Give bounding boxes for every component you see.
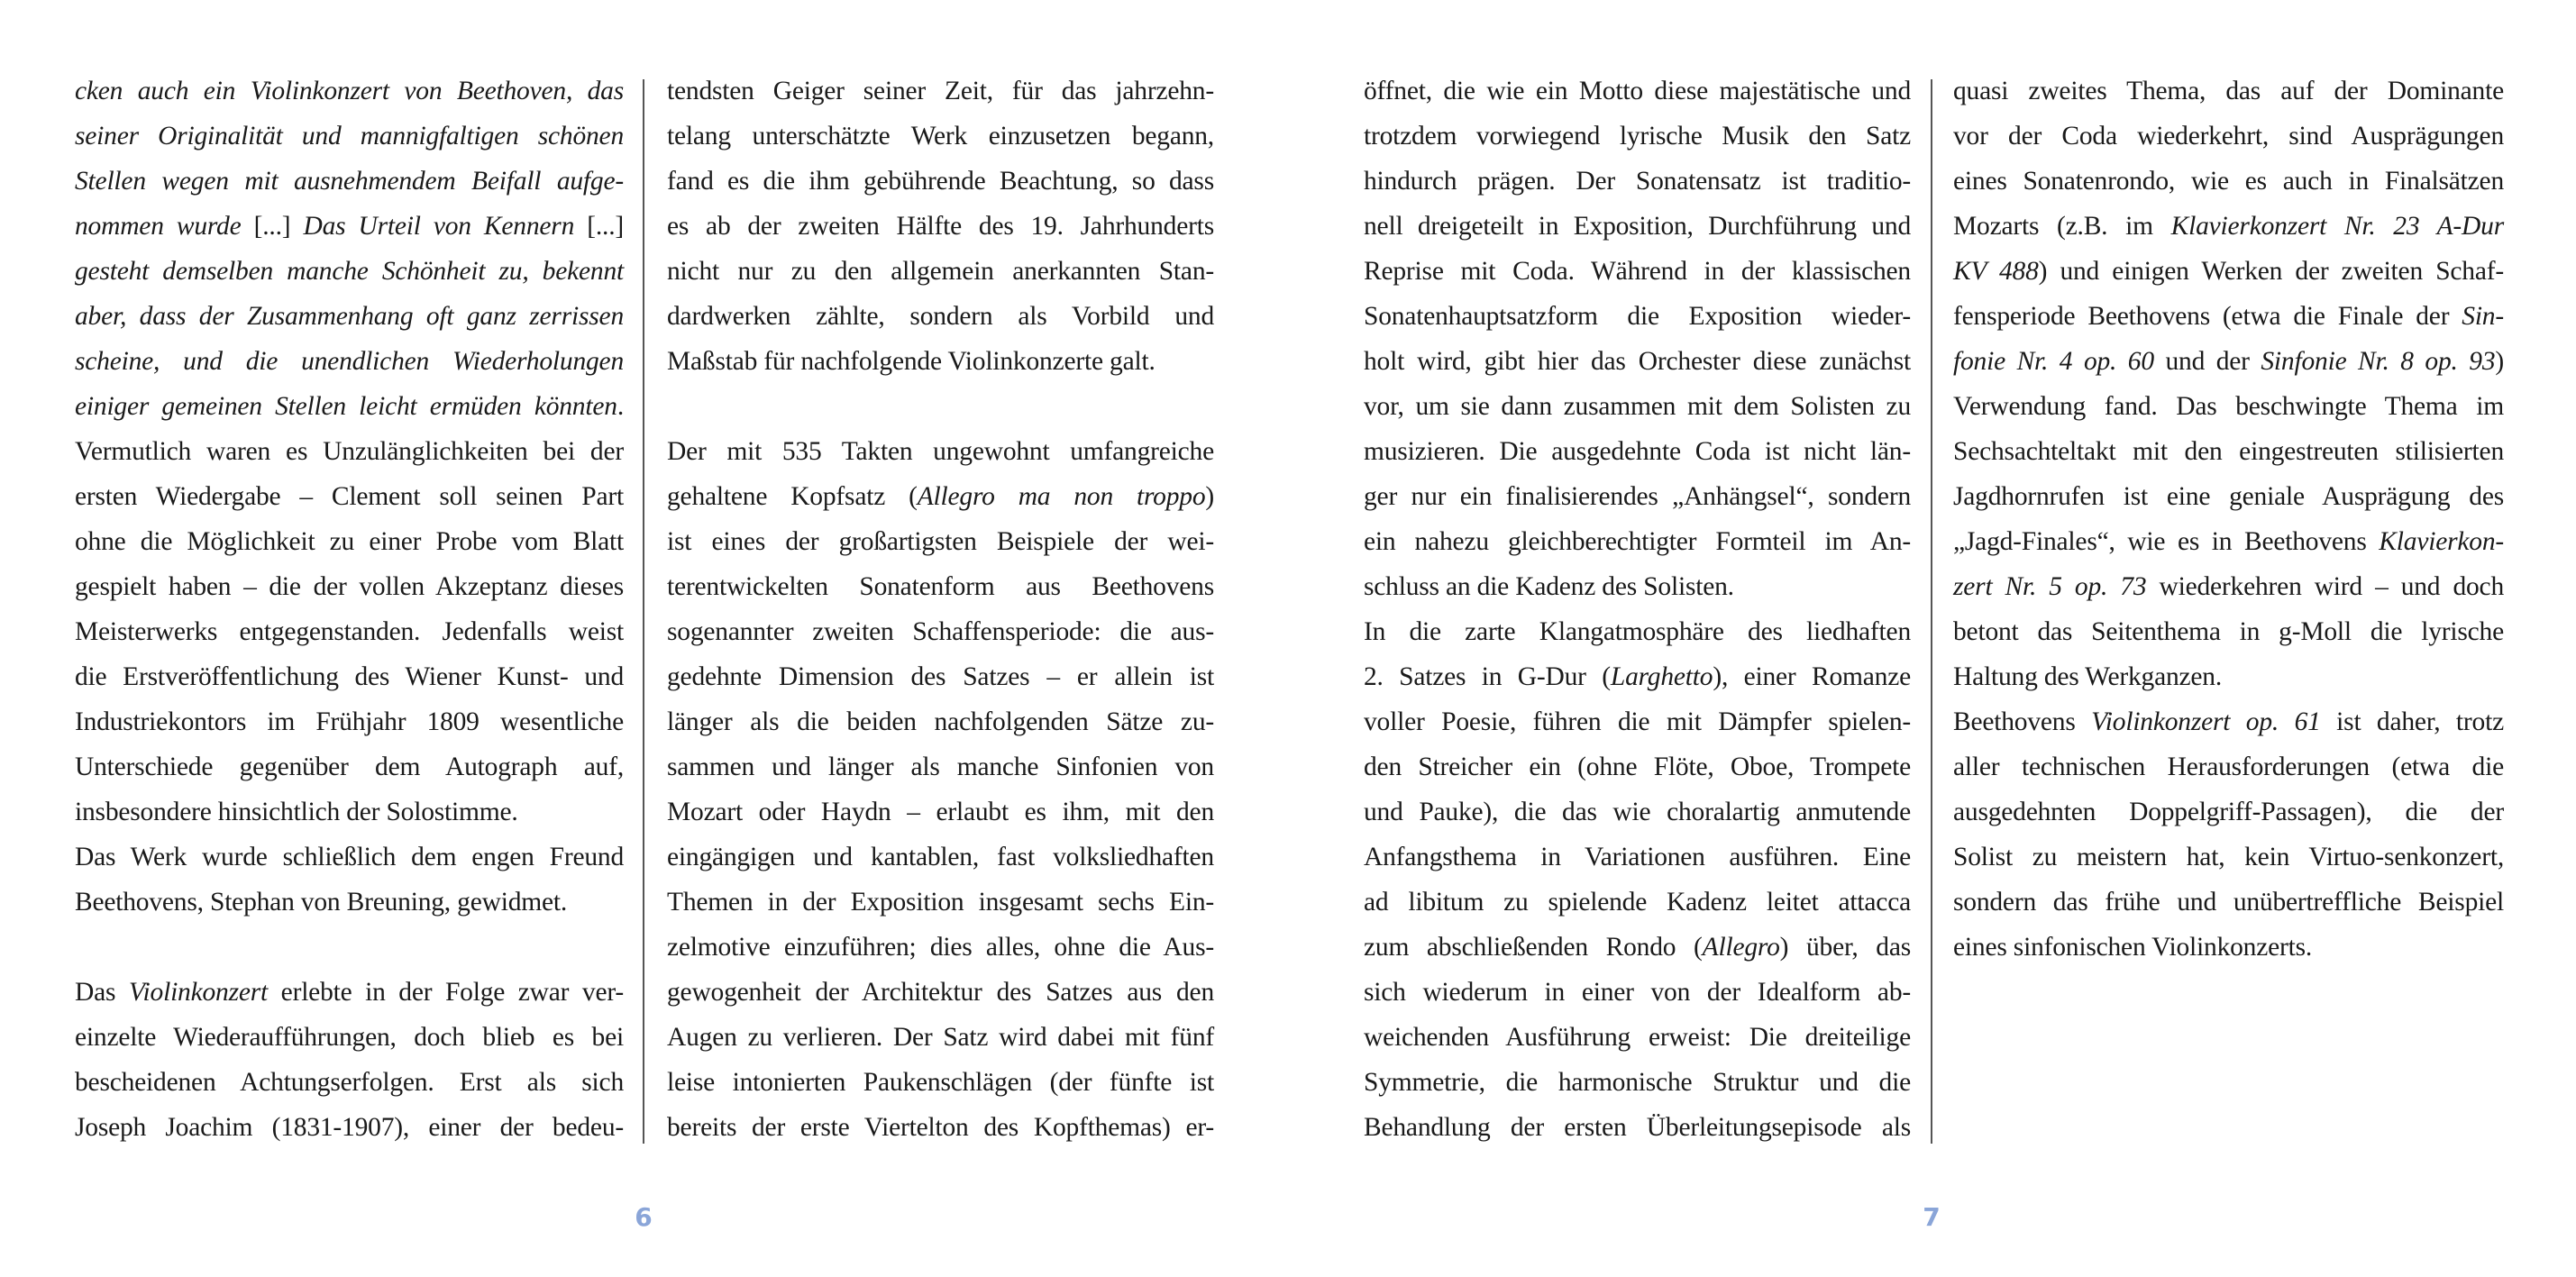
text-segment: den Streicher ein (ohne Flöte, Oboe, Trompete [1364,753,1911,781]
text-segment: ist daher, trotz [2320,707,2504,736]
text-segment: Haltung des Werkganzen. [1953,662,2223,691]
text-segment: Der mit 535 Takten ungewohnt umfangreiche [667,437,1214,466]
text-line [75,474,624,519]
text-line [1364,744,1911,789]
text-segment: bereits der erste Viertelton des Kopfthemas) er- [667,1113,1214,1142]
text-segment: holt wird, gibt hier das Orchester diese zunächst [1364,347,1911,376]
text-segment: Joseph Joachim (1831-1907), einer der bedeu- [75,1113,624,1142]
text-segment: Sechsachteltakt mit den eingestreuten stilisierten [1953,437,2504,466]
text-segment: insbesondere hinsichtlich der Solostimme. [75,798,518,826]
text-line [75,744,624,789]
text-line [75,519,624,564]
text-line [667,68,1214,114]
text-line [1364,654,1911,699]
text-line [1953,339,2504,384]
text-segment: nell dreigeteilt in Exposition, Durchführung und [1364,212,1911,241]
text-line [75,159,624,204]
text-line [1364,609,1911,654]
text-line [667,339,1214,384]
text-line [1364,835,1911,880]
text-line [75,294,624,339]
text-segment: gespielt haben – die der vollen Akzeptanz dieses [75,572,624,601]
text-line [75,564,624,609]
text-line [1364,114,1911,159]
text-line [75,880,624,925]
text-segment: Solist zu meistern hat, kein Virtuo-senkonzert, [1953,843,2504,871]
text-segment: Anfangsthema in Variationen ausführen. Eine [1364,843,1911,871]
text-segment: und der [2153,347,2261,376]
italic-text: seiner Originalität und mannigfaltigen schönen [75,122,624,151]
text-segment: einzelte Wiederaufführungen, doch blieb es bei [75,1023,624,1052]
italic-text: Klavierkon- [2379,527,2504,556]
italic-text: Das Urteil von Kennern [303,212,588,241]
text-segment: terentwickelten Sonatenform aus Beethovens [667,572,1214,601]
text-line [1953,249,2504,294]
text-line [75,114,624,159]
italic-text: fonie Nr. 4 op. 60 [1953,347,2154,376]
text-segment: Verwendung fand. Das beschwingte Thema im [1953,392,2504,421]
text-line [1953,474,2504,519]
text-line [1364,429,1911,474]
text-line [1364,1105,1911,1150]
text-line [667,835,1214,880]
text-segment: In die zarte Klangatmosphäre des liedhaften [1364,617,1911,646]
paragraph-gap [667,384,1214,429]
text-line [1364,384,1911,429]
text-line [1953,609,2504,654]
text-line [667,1060,1214,1105]
text-line [1364,294,1911,339]
text-line [75,654,624,699]
text-segment: ohne die Möglichkeit zu einer Probe vom Blatt [75,527,624,556]
text-line [667,970,1214,1015]
text-segment: bescheidenen Achtungserfolgen. Erst als sich [75,1068,624,1097]
italic-text: Violinkonzert [128,978,269,1007]
text-line [1364,970,1911,1015]
text-line [667,519,1214,564]
text-line [1953,564,2504,609]
text-segment: betont das Seitenthema in g-Moll die lyrische [1953,617,2504,646]
text-segment: Maßstab für nachfolgende Violinkonzerte galt. [667,347,1156,376]
italic-text: Stellen wegen mit ausnehmendem Beifall aufge- [75,167,624,196]
text-segment: Vermutlich waren es Unzulänglichkeiten bei der [75,437,624,466]
text-segment: sammen und länger als manche Sinfonien von [667,753,1214,781]
text-segment: fand es die ihm gebührende Beachtung, so dass [667,167,1214,196]
text-line [1953,654,2504,699]
text-segment: sich wiederum in einer von der Idealform ab- [1364,978,1911,1007]
text-line [75,699,624,744]
text-segment: weichenden Ausführung erweist: Die dreiteilige [1364,1023,1911,1052]
text-segment: schluss an die Kadenz des Solisten. [1364,572,1734,601]
column-divider [643,79,644,1144]
text-line [1953,384,2504,429]
italic-text: Sin- [2462,302,2504,331]
text-segment: [...] [253,212,304,241]
text-line [667,474,1214,519]
text-segment: eingängigen und kantablen, fast volksliedhaften [667,843,1214,871]
text-line [1364,474,1911,519]
text-line [75,204,624,249]
text-line [667,114,1214,159]
italic-text: zert Nr. 5 op. 73 [1953,572,2147,601]
text-segment: und Pauke), die das wie choralartig anmutende [1364,798,1911,826]
text-line [75,339,624,384]
text-line [667,204,1214,249]
italic-text: einiger gemeinen Stellen leicht ermüden könnten [75,392,617,421]
page-6-column-left [75,68,624,1150]
text-line [1953,294,2504,339]
text-line [1953,159,2504,204]
text-line [1953,835,2504,880]
text-segment: tendsten Geiger seiner Zeit, für das jahrzehn- [667,77,1214,105]
text-segment: hindurch prägen. Der Sonatensatz ist traditio- [1364,167,1911,196]
text-segment: Augen zu verlieren. Der Satz wird dabei mit fünf [667,1023,1214,1052]
page-number: 6 [635,1202,653,1232]
text-line [1364,1060,1911,1105]
italic-text: scheine, und die unendlichen Wiederholungen [75,347,624,376]
text-line [667,294,1214,339]
text-line [1953,68,2504,114]
text-line [75,970,624,1015]
page-6-column-right [667,68,1214,1150]
paragraph-gap [75,925,624,970]
text-line [667,925,1214,970]
italic-text: nommen wurde [75,212,254,241]
italic-text: cken auch ein Violinkonzert von Beethoven, das [75,77,624,105]
text-segment: ersten Wiedergabe – Clement soll seinen Part [75,482,624,511]
text-line [1364,68,1911,114]
text-line [1953,925,2504,970]
text-line [667,789,1214,835]
text-segment: zum abschließenden Rondo ( [1364,933,1703,962]
text-line [75,835,624,880]
text-segment: Themen in der Exposition insgesamt sechs Ein- [667,888,1214,917]
text-line [1364,925,1911,970]
text-segment: leise intonierten Paukenschlägen (der fünfte ist [667,1068,1214,1097]
text-line [667,1015,1214,1060]
text-segment: Das [75,978,129,1007]
text-segment: Unterschiede gegenüber dem Autograph auf, [75,753,624,781]
text-segment: ausgedehnten Doppelgriff-Passagen), die der [1953,798,2504,826]
text-segment: zelmotive einzuführen; dies alles, ohne die Aus- [667,933,1214,962]
text-segment: telang unterschätzte Werk einzusetzen begann, [667,122,1214,151]
text-line [1364,564,1911,609]
text-line [667,880,1214,925]
italic-text: Klavierkonzert Nr. 23 A-Dur [2170,212,2504,241]
text-segment: Beethovens [1953,707,2092,736]
text-line [667,609,1214,654]
italic-text: Allegro ma non troppo [917,482,1206,511]
text-line [1953,114,2504,159]
text-segment: gedehnte Dimension des Satzes – er allein ist [667,662,1214,691]
text-segment: Symmetrie, die harmonische Struktur und die [1364,1068,1911,1097]
text-segment: eines Sonatenrondo, wie es auch in Finalsätzen [1953,167,2504,196]
text-segment: Meisterwerks entgegenstanden. Jedenfalls weist [75,617,624,646]
text-segment: ger nur ein finalisierendes „Anhängsel“, sondern [1364,482,1911,511]
text-segment: wiederkehren wird – und doch [2146,572,2504,601]
text-line [1953,204,2504,249]
text-line [667,159,1214,204]
text-line [1364,789,1911,835]
text-segment: [...] [587,212,624,241]
text-segment: nicht nur zu den allgemein anerkannten Stan- [667,257,1214,286]
text-segment: musizieren. Die ausgedehnte Coda ist nicht län- [1364,437,1911,466]
text-segment: . [617,392,624,421]
text-line [667,564,1214,609]
text-segment: öffnet, die wie ein Motto diese majestätische und [1364,77,1911,105]
text-line [1364,159,1911,204]
text-segment: ) [1205,482,1214,511]
text-segment: Reprise mit Coda. Während in der klassischen [1364,257,1911,286]
text-segment: die Erstveröffentlichung des Wiener Kunst- und [75,662,624,691]
text-line [75,68,624,114]
text-line [1364,880,1911,925]
text-line [75,429,624,474]
text-line [75,1060,624,1105]
text-line [667,249,1214,294]
text-segment: vor der Coda wiederkehrt, sind Ausprägungen [1953,122,2504,151]
text-segment: erlebte in der Folge zwar ver- [268,978,624,1007]
text-segment: gehaltene Kopfsatz ( [667,482,918,511]
text-segment: ), einer Romanze [1713,662,1911,691]
text-line [1953,744,2504,789]
text-line [1953,699,2504,744]
text-segment: aller technischen Herausforderungen (etwa die [1953,753,2504,781]
page-7-column-left [1364,68,1911,1150]
text-segment: dardwerken zählte, sondern als Vorbild und [667,302,1214,331]
text-line [667,744,1214,789]
italic-text: Sinfonie Nr. 8 op. 93 [2261,347,2496,376]
text-segment: Das Werk wurde schließlich dem engen Freund [75,843,624,871]
italic-text: gesteht demselben manche Schönheit zu, bekennt [75,257,624,286]
text-line [667,429,1214,474]
text-segment: sogenannter zweiten Schaffensperiode: die aus- [667,617,1214,646]
text-segment: „Jagd-Finales“, wie es in Beethovens [1953,527,2380,556]
italic-text: Violinkonzert op. 61 [2091,707,2321,736]
column-divider [1931,79,1932,1144]
text-line [667,1105,1214,1150]
text-segment: sondern das frühe und unübertreffliche Beispiel [1953,888,2504,917]
page-7-column-right [1953,68,2504,970]
italic-text: KV 488 [1953,257,2039,286]
text-line [1364,699,1911,744]
page-number: 7 [1923,1202,1941,1232]
text-segment: ) [2495,347,2504,376]
text-segment: Mozarts (z.B. im [1953,212,2171,241]
text-line [667,654,1214,699]
text-line [1364,204,1911,249]
text-line [1953,880,2504,925]
text-line [75,789,624,835]
text-line [75,1105,624,1150]
text-segment: voller Poesie, führen die mit Dämpfer spielen- [1364,707,1911,736]
text-line [1364,1015,1911,1060]
text-segment: es ab der zweiten Hälfte des 19. Jahrhunderts [667,212,1214,241]
text-line [75,1015,624,1060]
text-line [1953,429,2504,474]
text-segment: ist eines der großartigsten Beispiele der wei- [667,527,1214,556]
text-line [1364,339,1911,384]
text-segment: länger als die beiden nachfolgenden Sätze zu- [667,707,1214,736]
text-line [75,609,624,654]
text-segment: gewogenheit der Architektur des Satzes aus den [667,978,1214,1007]
text-segment: trotzdem vorwiegend lyrische Musik den Satz [1364,122,1911,151]
text-segment: vor, um sie dann zusammen mit dem Solisten zu [1364,392,1911,421]
text-segment: fensperiode Beethovens (etwa die Finale der [1953,302,2462,331]
italic-text: aber, dass der Zusammenhang oft ganz zerrissen [75,302,624,331]
italic-text: Allegro [1702,933,1780,962]
text-segment: Beethovens, Stephan von Breuning, gewidmet. [75,888,568,917]
text-segment: Mozart oder Haydn – erlaubt es ihm, mit den [667,798,1214,826]
italic-text: Larghetto [1610,662,1713,691]
text-segment: Behandlung der ersten Überleitungsepisode als [1364,1113,1911,1142]
text-segment: ad libitum zu spielende Kadenz leitet attacca [1364,888,1911,917]
text-line [1953,789,2504,835]
text-line [75,384,624,429]
text-segment: Sonatenhauptsatzform die Exposition wieder- [1364,302,1911,331]
text-segment: ) und einigen Werken der zweiten Schaf- [2038,257,2504,286]
text-line [1953,519,2504,564]
text-line [667,699,1214,744]
text-segment: ein nahezu gleichberechtigter Formteil im An- [1364,527,1911,556]
text-line [1364,519,1911,564]
text-segment: 2. Satzes in G-Dur ( [1364,662,1611,691]
text-segment: ) über, das [1779,933,1911,962]
text-segment: Industriekontors im Frühjahr 1809 wesentliche [75,707,624,736]
text-segment: quasi zweites Thema, das auf der Dominante [1953,77,2504,105]
text-segment: eines sinfonischen Violinkonzerts. [1953,933,2313,962]
text-segment: Jagdhornrufen ist eine geniale Ausprägung des [1953,482,2504,511]
text-line [75,249,624,294]
text-line [1364,249,1911,294]
